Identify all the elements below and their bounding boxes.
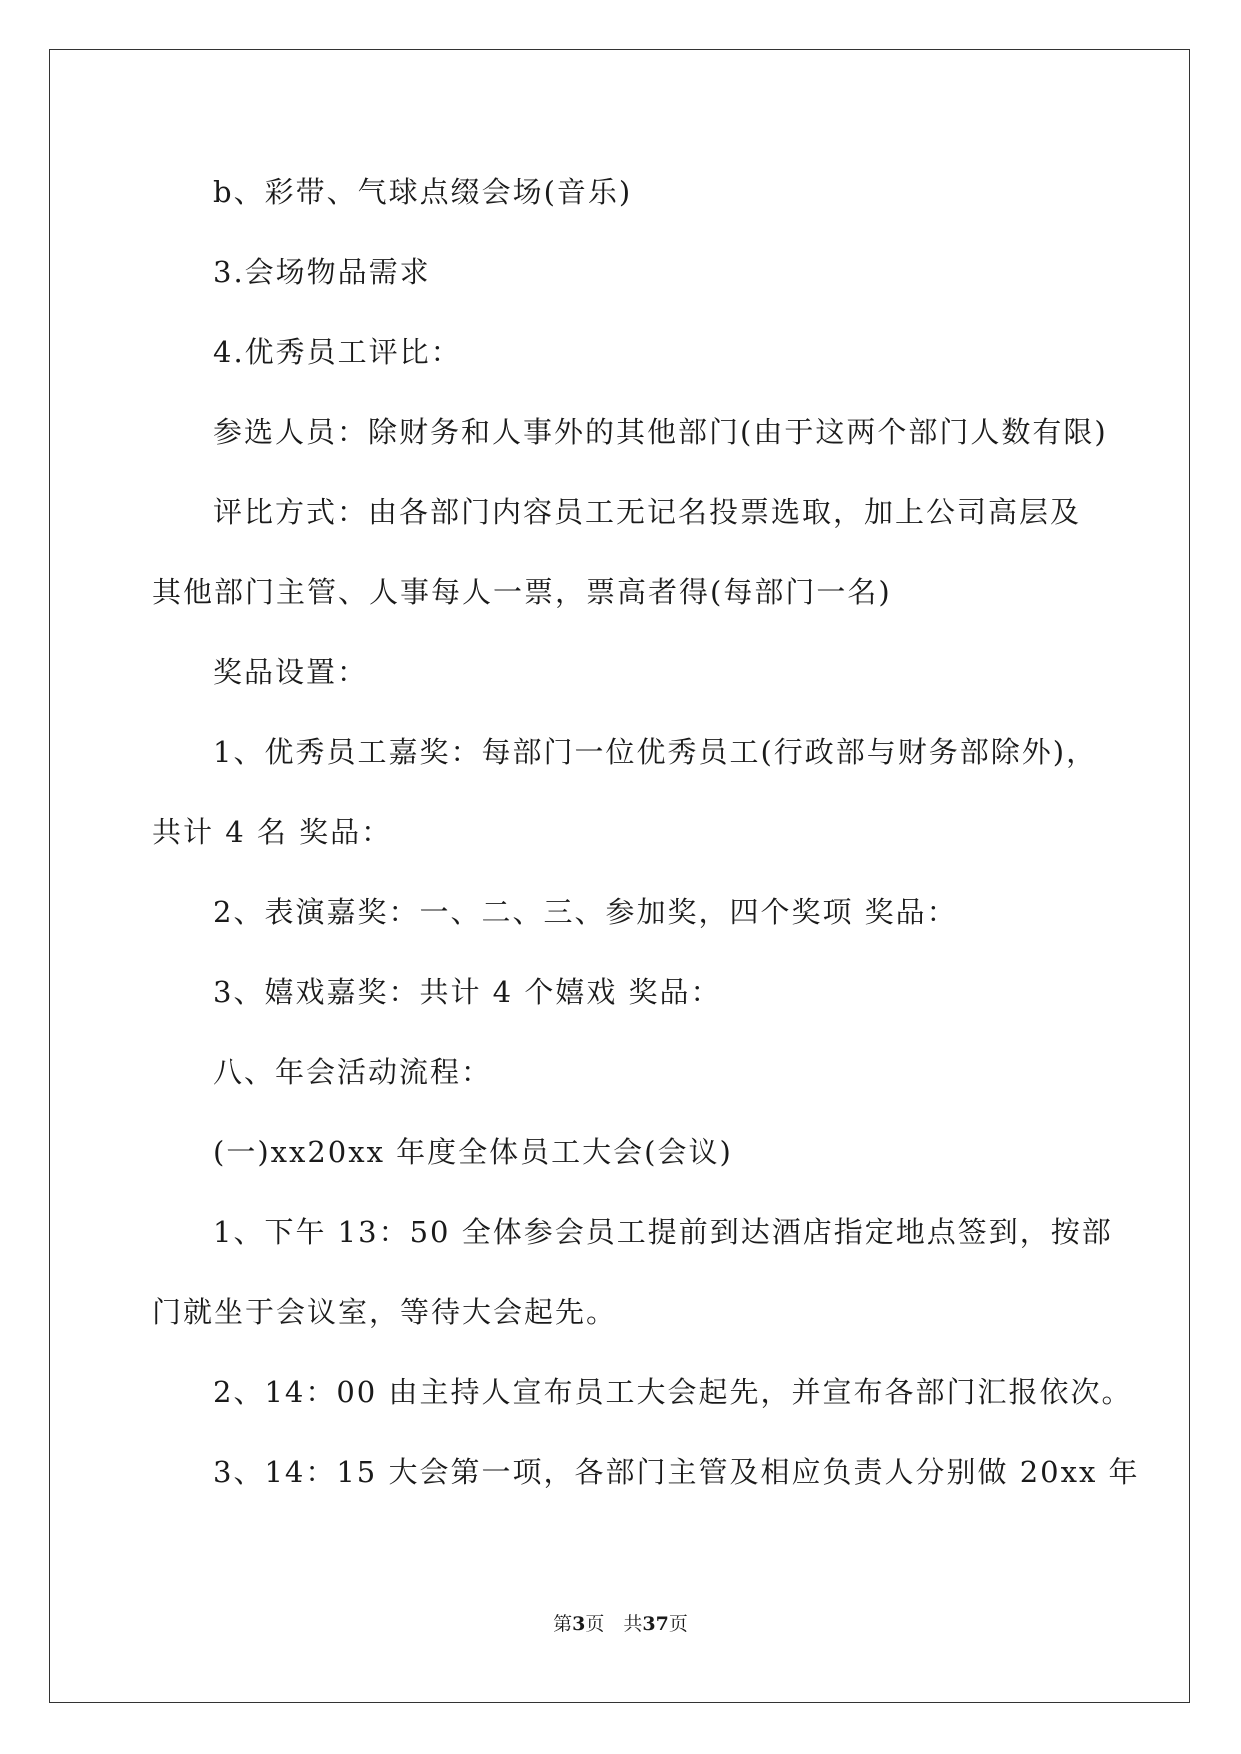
- paragraph-line: 2、14：00 由主持人宣布员工大会起先，并宣布各部门汇报依次。: [213, 1375, 1133, 1409]
- paragraph-line: 八、年会活动流程：: [213, 1055, 493, 1089]
- paragraph-line: 1、优秀员工嘉奖：每部门一位优秀员工(行政部与财务部除外)，: [213, 735, 1098, 769]
- footer-prefix: 第: [553, 1613, 573, 1635]
- paragraph-line: 参选人员：除财务和人事外的其他部门(由于这两个部门人数有限): [213, 415, 1108, 449]
- total-page-count: 37: [642, 1613, 669, 1635]
- current-page-number: 3: [572, 1613, 586, 1635]
- footer-suffix: 页: [668, 1613, 688, 1635]
- paragraph-line: 共计 4 名 奖品：: [152, 815, 393, 849]
- paragraph-line: 3、14：15 大会第一项，各部门主管及相应负责人分别做 20xx 年: [213, 1455, 1140, 1489]
- paragraph-line: 奖品设置：: [213, 655, 369, 689]
- paragraph-line: 2、表演嘉奖：一、二、三、参加奖，四个奖项 奖品：: [213, 895, 958, 929]
- paragraph-line: 评比方式：由各部门内容员工无记名投票选取，加上公司高层及: [213, 495, 1082, 529]
- paragraph-line: 门就坐于会议室，等待大会起先。: [152, 1295, 618, 1329]
- paragraph-line: 其他部门主管、人事每人一票，票高者得(每部门一名): [152, 575, 892, 609]
- paragraph-line: b、彩带、气球点缀会场(音乐): [213, 175, 633, 209]
- paragraph-line: 3、嬉戏嘉奖：共计 4 个嬉戏 奖品：: [213, 975, 722, 1009]
- page-footer: [0, 1612, 1241, 1636]
- footer-middle: 页 共: [585, 1613, 643, 1635]
- paragraph-line: 4.优秀员工评比：: [213, 335, 462, 369]
- paragraph-line: 3.会场物品需求: [213, 255, 431, 289]
- paragraph-line: (一)xx20xx 年度全体员工大会(会议): [213, 1135, 733, 1169]
- paragraph-line: 1、下午 13：50 全体参会员工提前到达酒店指定地点签到，按部: [213, 1215, 1113, 1249]
